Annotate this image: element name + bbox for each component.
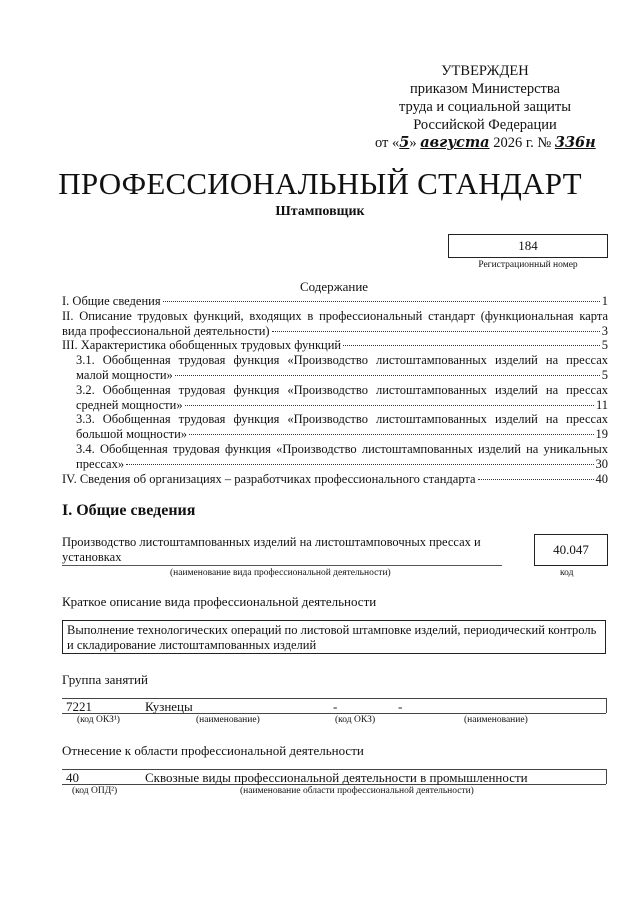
brief-description-label: Краткое описание вида профессиональной деятельности xyxy=(62,594,377,609)
toc-item-page: 30 xyxy=(595,456,608,471)
toc-item-page: 3 xyxy=(601,323,608,338)
table-of-contents xyxy=(62,294,608,486)
toc-item-text: средней мощности» xyxy=(76,397,183,412)
occupation-name-2: - xyxy=(398,699,403,714)
toc-leader xyxy=(478,479,594,480)
toc-heading: Содержание xyxy=(299,279,369,294)
professional-area-label: Отнесение к области профессиональной деятельности xyxy=(62,743,364,758)
approval-line: Российской Федерации xyxy=(413,117,557,133)
toc-item-page: 1 xyxy=(601,294,608,308)
toc-leader xyxy=(126,464,593,465)
activity-name: Производство листоштампованных изделий на листоштамповочных прессах и установках xyxy=(62,535,481,564)
toc-leader xyxy=(272,331,600,332)
okz-code-2: - xyxy=(333,699,338,714)
activity-caption: (наименование вида профессиональной деятельности) xyxy=(170,568,391,578)
date-prefix: от « xyxy=(375,135,400,151)
toc-item-text: большой мощности» xyxy=(76,427,188,442)
approval-date xyxy=(375,134,596,152)
activity-code-box: 40.047 xyxy=(534,534,608,566)
approval-line: приказом Министерства xyxy=(410,81,560,97)
toc-item[interactable] xyxy=(62,472,608,487)
opd-caption: (код ОПД²) xyxy=(72,786,118,796)
code-caption: код xyxy=(560,568,574,578)
toc-item-text: вида профессиональной деятельности) xyxy=(62,323,270,338)
toc-leader xyxy=(343,345,600,346)
registration-number-box: 184 xyxy=(448,234,608,258)
name-caption-2: (наименование) xyxy=(464,715,528,725)
date-month: августа xyxy=(420,134,490,151)
area-name-caption: (наименование области профессиональной деятельности) xyxy=(240,786,474,796)
occupation-name: Кузнецы xyxy=(145,699,193,714)
okz-caption: (код ОКЗ¹) xyxy=(77,715,120,725)
toc-item-page: 5 xyxy=(601,338,608,353)
toc-item-text: I. Общие сведения xyxy=(62,294,161,308)
toc-item-text: 3.2. Обобщенная трудовая функция «Производство листоштампованных изделий на прессах xyxy=(76,382,608,397)
toc-item[interactable] xyxy=(62,338,608,353)
toc-item-text: 3.3. Обобщенная трудовая функция «Производство листоштампованных изделий на прессах xyxy=(76,412,608,427)
toc-item-page: 40 xyxy=(595,471,608,486)
group-table-right xyxy=(606,698,607,713)
toc-item[interactable] xyxy=(62,383,608,413)
name-caption: (наименование) xyxy=(196,715,260,725)
professional-area-name: Сквозные виды профессиональной деятельности в промышленности xyxy=(145,770,528,785)
section-heading: I. Общие сведения xyxy=(62,502,196,519)
toc-item[interactable] xyxy=(62,412,608,442)
toc-item-text: малой мощности» xyxy=(76,367,173,382)
toc-leader xyxy=(175,375,600,376)
activity-underline xyxy=(62,565,502,566)
occupation-group-label: Группа занятий xyxy=(62,672,148,687)
approval-title: УТВЕРЖДЕН xyxy=(441,63,529,79)
toc-leader xyxy=(189,434,593,435)
approval-line: труда и социальной защиты xyxy=(399,99,571,115)
toc-item-page: 11 xyxy=(595,397,608,412)
toc-item-text: III. Характеристика обобщенных трудовых функций xyxy=(62,338,342,353)
date-day: 5 xyxy=(399,134,410,151)
date-year: 2026 г. № xyxy=(493,135,552,151)
toc-item-text: 3.1. Обобщенная трудовая функция «Производство листоштампованных изделий на прессах xyxy=(76,353,608,368)
okz-caption-2: (код ОКЗ) xyxy=(335,715,376,725)
toc-item-text: II. Описание трудовых функций, входящих в профессиональный стандарт (функциональная карта xyxy=(62,308,608,323)
toc-leader xyxy=(185,405,594,406)
toc-item-text: IV. Сведения об организациях – разработчиках профессионального стандарта xyxy=(62,471,476,486)
toc-item[interactable] xyxy=(62,353,608,383)
toc-item[interactable] xyxy=(62,309,608,339)
toc-item-page: 19 xyxy=(595,427,608,442)
opd-code: 40 xyxy=(66,770,79,785)
page-title: ПРОФЕССИОНАЛЬНЫЙ СТАНДАРТ xyxy=(58,166,582,201)
toc-leader xyxy=(163,301,600,302)
page-subtitle: Штамповщик xyxy=(275,204,365,219)
toc-item-page: 5 xyxy=(601,367,608,382)
approval-block xyxy=(340,62,630,134)
area-table-right xyxy=(606,769,607,784)
date-mid: » xyxy=(409,135,417,151)
registration-number-label: Регистрационный номер xyxy=(478,260,578,270)
toc-item-text: прессах» xyxy=(76,456,125,471)
order-number: 336н xyxy=(554,134,596,151)
toc-item-text: 3.4. Обобщенная трудовая функция «Производство листоштампованных изделий на уникальных xyxy=(76,441,608,456)
okz-code: 7221 xyxy=(66,699,92,714)
toc-item[interactable] xyxy=(62,294,608,309)
brief-description-box: Выполнение технологических операций по листовой штамповке изделий, периодический контроль и складирование листоштампованных изделий xyxy=(62,620,606,654)
toc-item[interactable] xyxy=(62,442,608,472)
